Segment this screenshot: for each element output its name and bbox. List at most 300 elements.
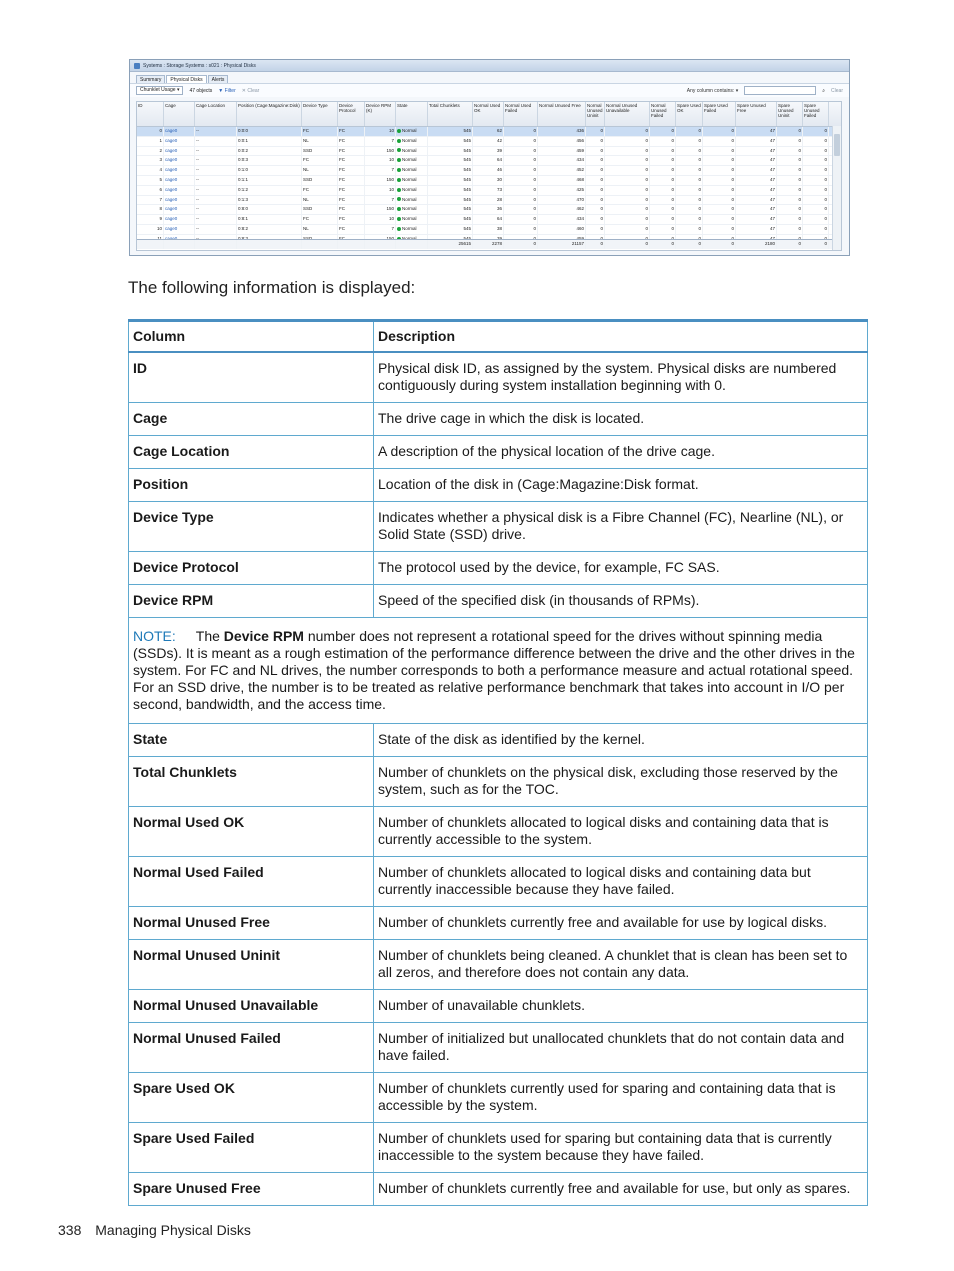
column-name: Normal Used OK [129, 807, 374, 857]
status-ok-icon [397, 158, 401, 162]
grid-cell: 0 [504, 176, 538, 185]
grid-cell: NL [302, 196, 338, 205]
grid-cell: 545 [428, 156, 473, 165]
grid-row[interactable] [137, 147, 841, 157]
column-description: Number of chunklets on the physical disk, excluding those reserved by the system, such as for the TOC. [374, 757, 868, 807]
grid-cell: 47 [736, 225, 777, 234]
grid-cell: 28 [473, 196, 504, 205]
grid-column-header[interactable]: Device Type [302, 102, 338, 126]
column-description-table [128, 319, 868, 1206]
grid-row[interactable] [137, 215, 841, 225]
grid-cell: 0:8:1 [237, 215, 302, 224]
grid-cell: 47 [736, 127, 777, 136]
grid-cell [396, 156, 428, 165]
grid-cell: 434 [538, 156, 586, 165]
grid-cell: 64 [473, 156, 504, 165]
column-description: Number of chunklets currently free and available for use, but only as spares. [374, 1173, 868, 1206]
any-column-label: Any column contains: ▾ [686, 87, 739, 94]
grid-cell: 0 [676, 225, 703, 234]
grid-cell [396, 225, 428, 234]
grid-column-header[interactable]: Spare Unused Uninit [777, 102, 803, 126]
grid-cell: 0:1:3 [237, 196, 302, 205]
grid-cell: 0 [504, 225, 538, 234]
grid-cell: 38 [473, 225, 504, 234]
grid-cell: -- [195, 166, 237, 175]
grid-cell: 47 [736, 196, 777, 205]
grid-cell: 0 [676, 205, 703, 214]
grid-cell: 0 [586, 147, 605, 156]
grid-cell: 0 [803, 137, 829, 146]
note-text-post: number does not represent a rotational speed for the drives without spinning media (SSDs). It is meant as a rough estimation of the performance difference between the drive and the other drives in the system. For FC and NL drives, the number corresponds to both a performance measure and actual rotational speed. For an SSD drive, the number is to be treated as relative performance benchmark that takes into account in I/O per second, bandwidth, and the access time. [133, 628, 855, 712]
grid-cell[interactable]: cage0 [164, 137, 195, 146]
grid-cell: 0 [586, 156, 605, 165]
column-description: Number of chunklets currently free and available for use by logical disks. [374, 907, 868, 940]
grid-cell: 9 [137, 215, 164, 224]
grid-total-cell: 2278 [473, 240, 504, 249]
grid-cell: 0 [586, 137, 605, 146]
grid-cell: NL [302, 137, 338, 146]
grid-cell: 0 [586, 215, 605, 224]
grid-column-header[interactable]: Spare Used OK [676, 102, 703, 126]
column-description: Number of initialized but unallocated chunklets that do not contain data and have failed. [374, 1023, 868, 1073]
grid-total-cell [338, 240, 365, 249]
state-text: Normal [402, 206, 417, 212]
grid-cell: 0:0:3 [237, 156, 302, 165]
table-row [129, 724, 868, 757]
grid-cell: 0 [803, 127, 829, 136]
grid-cell: 0 [703, 166, 736, 175]
column-name: Total Chunklets [129, 757, 374, 807]
tab-physical-disks[interactable]: Physical Disks [166, 75, 206, 83]
state-text: Normal [402, 137, 417, 143]
table-row [129, 857, 868, 907]
grid-cell: 0 [605, 137, 650, 146]
table-row [129, 403, 868, 436]
grid-column-header[interactable]: Device RPM (K) [365, 102, 396, 126]
grid-cell: -- [195, 225, 237, 234]
state-text: Normal [402, 225, 417, 231]
rows-before-note [129, 352, 868, 618]
column-description: A description of the physical location of the drive cage. [374, 436, 868, 469]
column-name: Cage [129, 403, 374, 436]
physical-disks-grid [136, 101, 842, 251]
grid-cell: FC [302, 186, 338, 195]
grid-cell: 0:0:1 [237, 137, 302, 146]
grid-cell: 0 [803, 215, 829, 224]
column-name: ID [129, 352, 374, 403]
grid-cell[interactable]: cage0 [164, 127, 195, 136]
grid-cell: 10 [365, 186, 396, 195]
grid-row[interactable] [137, 156, 841, 166]
column-name: Device Protocol [129, 552, 374, 585]
column-name: Normal Used Failed [129, 857, 374, 907]
state-text: Normal [402, 216, 417, 222]
state-text: Normal [402, 157, 417, 163]
grid-cell: SSD [302, 176, 338, 185]
grid-cell: FC [338, 166, 365, 175]
grid-total-cell: 0 [777, 240, 803, 249]
grid-cell: 0 [650, 127, 676, 136]
column-name: Device Type [129, 502, 374, 552]
grid-cell: 0 [504, 137, 538, 146]
grid-cell: 0:1:0 [237, 166, 302, 175]
grid-cell[interactable]: cage0 [164, 215, 195, 224]
table-row [129, 436, 868, 469]
grid-cell: FC [302, 215, 338, 224]
column-description: Number of unavailable chunklets. [374, 990, 868, 1023]
grid-cell: SSD [302, 147, 338, 156]
grid-cell: 0:8:0 [237, 205, 302, 214]
column-description: Physical disk ID, as assigned by the system. Physical disks are numbered contiguously during system installation beginning with 0. [374, 352, 868, 403]
grid-cell: NL [302, 166, 338, 175]
grid-cell: 460 [538, 225, 586, 234]
grid-cell: 0 [586, 225, 605, 234]
grid-cell: 0 [650, 156, 676, 165]
window-titlebar [130, 60, 849, 72]
grid-cell: 470 [538, 196, 586, 205]
grid-cell: 0 [703, 196, 736, 205]
grid-cell: 545 [428, 196, 473, 205]
grid-cell: FC [338, 205, 365, 214]
state-text: Normal [402, 186, 417, 192]
grid-cell [396, 215, 428, 224]
grid-cell: 0 [703, 176, 736, 185]
grid-cell: 0 [777, 137, 803, 146]
state-text: Normal [402, 196, 417, 202]
search-clear-button[interactable]: Clear [831, 87, 843, 94]
grid-row[interactable] [137, 186, 841, 196]
grid-cell: 0 [676, 166, 703, 175]
grid-cell: 73 [473, 186, 504, 195]
grid-row[interactable] [137, 205, 841, 215]
grid-cell: -- [195, 205, 237, 214]
grid-cell: 452 [538, 166, 586, 175]
grid-column-header[interactable]: Spare Unused Failed [803, 102, 829, 126]
grid-cell: 0 [650, 196, 676, 205]
grid-column-header[interactable]: Total Chunklets [428, 102, 473, 126]
table-row [129, 1023, 868, 1073]
grid-cell: 42 [473, 137, 504, 146]
note-label: NOTE: [133, 628, 176, 644]
grid-cell: 0 [650, 186, 676, 195]
status-ok-icon [397, 178, 401, 182]
state-text: Normal [402, 147, 417, 153]
grid-cell: FC [338, 137, 365, 146]
grid-column-header[interactable]: Normal Unused Failed [650, 102, 676, 126]
column-description: Location of the disk in (Cage:Magazine:Disk format. [374, 469, 868, 502]
grid-cell: 3 [137, 156, 164, 165]
grid-cell: 545 [428, 205, 473, 214]
grid-cell: FC [338, 147, 365, 156]
table-row [129, 585, 868, 618]
grid-cell: 47 [736, 147, 777, 156]
grid-cell: 0 [777, 196, 803, 205]
grid-cell[interactable]: cage0 [164, 196, 195, 205]
grid-row[interactable] [137, 137, 841, 147]
grid-header [137, 102, 841, 127]
status-ok-icon [397, 129, 401, 133]
grid-cell: 62 [473, 127, 504, 136]
column-description: State of the disk as identified by the kernel. [374, 724, 868, 757]
column-name: Normal Unused Failed [129, 1023, 374, 1073]
grid-cell: 10 [365, 156, 396, 165]
grid-cell: SSD [302, 205, 338, 214]
grid-cell: 545 [428, 166, 473, 175]
table-row [129, 1173, 868, 1206]
grid-cell: 5 [137, 176, 164, 185]
grid-cell: FC [338, 225, 365, 234]
grid-cell: 0 [586, 196, 605, 205]
grid-cell: 0 [650, 205, 676, 214]
table-row [129, 552, 868, 585]
grid-cell: 545 [428, 176, 473, 185]
grid-cell: 0 [504, 205, 538, 214]
grid-cell: 0 [650, 166, 676, 175]
grid-cell [396, 186, 428, 195]
grid-cell: FC [338, 176, 365, 185]
grid-cell: 47 [736, 186, 777, 195]
grid-cell: 0 [676, 137, 703, 146]
grid-cell: 47 [736, 176, 777, 185]
grid-column-header[interactable]: ID [137, 102, 164, 126]
grid-cell: 0 [504, 186, 538, 195]
grid-cell: 7 [365, 137, 396, 146]
filter-button[interactable]: ▼ Filter [218, 87, 236, 94]
scroll-thumb[interactable] [834, 134, 840, 156]
grid-column-header[interactable]: Normal Unused Uninit [586, 102, 605, 126]
grid-cell: 0 [703, 205, 736, 214]
grid-cell: 150 [365, 205, 396, 214]
grid-cell: 0 [777, 205, 803, 214]
table-row [129, 907, 868, 940]
column-description: Indicates whether a physical disk is a Fibre Channel (FC), Nearline (NL), or Solid State (SSD) drive. [374, 502, 868, 552]
tab-alerts[interactable]: Alerts [208, 75, 229, 83]
grid-cell: 7 [365, 166, 396, 175]
grid-cell: 0 [650, 225, 676, 234]
grid-row[interactable] [137, 127, 841, 137]
grid-cell: -- [195, 196, 237, 205]
grid-cell: 0 [605, 166, 650, 175]
grid-cell[interactable]: cage0 [164, 166, 195, 175]
grid-column-header[interactable]: Normal Used OK [473, 102, 504, 126]
column-search-input[interactable] [744, 86, 816, 95]
grid-cell: 0 [676, 176, 703, 185]
table-row [129, 1073, 868, 1123]
grid-cell[interactable]: cage0 [164, 225, 195, 234]
grid-cell: 0 [803, 156, 829, 165]
grid-row[interactable] [137, 196, 841, 206]
grid-cell: 456 [538, 137, 586, 146]
grid-cell: 0:0:2 [237, 147, 302, 156]
status-ok-icon [397, 227, 401, 231]
grid-totals-row [137, 239, 832, 249]
grid-row[interactable] [137, 225, 841, 235]
grid-cell: 0 [586, 205, 605, 214]
note-text-pre: The [195, 628, 224, 644]
grid-cell: 2 [137, 147, 164, 156]
grid-cell: 0 [504, 147, 538, 156]
grid-cell: 0 [605, 127, 650, 136]
view-select[interactable]: Chunklet Usage ▾ [136, 86, 183, 95]
grid-cell: 0 [777, 147, 803, 156]
status-ok-icon [397, 168, 401, 172]
rows-after-note [129, 724, 868, 1206]
grid-cell: 8 [137, 205, 164, 214]
grid-cell: NL [302, 225, 338, 234]
grid-cell[interactable]: cage0 [164, 147, 195, 156]
physical-disks-screenshot [129, 59, 850, 256]
column-description: The protocol used by the device, for example, FC SAS. [374, 552, 868, 585]
grid-cell: -- [195, 156, 237, 165]
grid-cell[interactable]: cage0 [164, 205, 195, 214]
grid-column-header[interactable]: Cage Location [195, 102, 237, 126]
grid-cell: 0 [586, 186, 605, 195]
grid-cell: 462 [538, 205, 586, 214]
grid-cell[interactable]: cage0 [164, 156, 195, 165]
grid-cell: 47 [736, 137, 777, 146]
column-description: Number of chunklets currently used for sparing and containing data that is accessible by the system. [374, 1073, 868, 1123]
grid-cell: FC [338, 196, 365, 205]
grid-cell: 545 [428, 127, 473, 136]
grid-total-cell [137, 240, 164, 249]
grid-cell[interactable]: cage0 [164, 176, 195, 185]
grid-column-header[interactable]: Normal Unused Free [538, 102, 586, 126]
grid-cell: 0 [803, 196, 829, 205]
grid-column-header[interactable]: Cage [164, 102, 195, 126]
table-row [129, 469, 868, 502]
grid-total-cell [365, 240, 396, 249]
grid-cell: 0 [777, 215, 803, 224]
grid-cell: 0 [777, 127, 803, 136]
page-footer [58, 1222, 251, 1238]
grid-cell: 47 [736, 156, 777, 165]
grid-cell: 0 [137, 127, 164, 136]
tab-bar [130, 72, 849, 83]
grid-cell: 0:8:2 [237, 225, 302, 234]
column-description: The drive cage in which the disk is located. [374, 403, 868, 436]
grid-cell: 0 [504, 156, 538, 165]
grid-cell: 545 [428, 186, 473, 195]
table-row [129, 757, 868, 807]
grid-cell: 46 [473, 166, 504, 175]
grid-cell: 30 [473, 176, 504, 185]
tab-summary[interactable]: Summary [136, 75, 165, 83]
grid-cell: 0 [586, 176, 605, 185]
grid-cell: 0 [650, 176, 676, 185]
grid-cell: 0 [676, 196, 703, 205]
binoculars-icon[interactable]: ⌕ [822, 87, 826, 94]
column-description: Number of chunklets allocated to logical disks and containing data that is currently accessible to the system. [374, 807, 868, 857]
note-text-bold: Device RPM [223, 628, 304, 644]
column-description: Speed of the specified disk (in thousands of RPMs). [374, 585, 868, 618]
grid-column-header[interactable]: Spare Used Failed [703, 102, 736, 126]
grid-column-header[interactable]: State [396, 102, 428, 126]
grid-cell: 0 [650, 147, 676, 156]
grid-row[interactable] [137, 176, 841, 186]
grid-cell: 0 [504, 166, 538, 175]
grid-cell: 0 [605, 176, 650, 185]
column-name: Normal Unused Free [129, 907, 374, 940]
column-description: Number of chunklets used for sparing but containing data that is currently inaccessible to the system because they have failed. [374, 1123, 868, 1173]
grid-column-header[interactable]: Position (Cage:Magazine:Disk) [237, 102, 302, 126]
column-description: Number of chunklets being cleaned. A chunklet that is clean has been set to all zeros, and therefore does not contain any data. [374, 940, 868, 990]
grid-cell: 7 [365, 196, 396, 205]
grid-cell: 545 [428, 137, 473, 146]
column-name: Device RPM [129, 585, 374, 618]
grid-total-cell: 0 [803, 240, 829, 249]
status-ok-icon [397, 188, 401, 192]
grid-cell: 0 [605, 147, 650, 156]
column-name: Cage Location [129, 436, 374, 469]
grid-cell: 4 [137, 166, 164, 175]
grid-cell: 434 [538, 215, 586, 224]
grid-cell: 1 [137, 137, 164, 146]
grid-cell: 468 [538, 176, 586, 185]
grid-column-header[interactable]: Normal Used Failed [504, 102, 538, 126]
grid-cell [396, 137, 428, 146]
grid-cell: 0 [703, 156, 736, 165]
grid-cell[interactable]: cage0 [164, 186, 195, 195]
grid-cell: 7 [365, 225, 396, 234]
column-description: Number of chunklets allocated to logical disks and containing data but currently inaccessible because they have failed. [374, 857, 868, 907]
grid-cell: 425 [538, 186, 586, 195]
grid-row[interactable] [137, 166, 841, 176]
grid-toolbar [130, 83, 849, 97]
column-name: Position [129, 469, 374, 502]
grid-cell: 64 [473, 215, 504, 224]
grid-cell: 150 [365, 147, 396, 156]
grid-cell [396, 205, 428, 214]
grid-cell [396, 166, 428, 175]
grid-cell: 0 [777, 225, 803, 234]
grid-scrollbar[interactable] [832, 126, 841, 250]
state-text: Normal [402, 176, 417, 182]
state-text: Normal [402, 128, 417, 133]
grid-cell: 0 [803, 186, 829, 195]
column-name: State [129, 724, 374, 757]
grid-cell: 0 [605, 205, 650, 214]
grid-cell: 0 [676, 215, 703, 224]
grid-cell: 0 [777, 156, 803, 165]
grid-cell: FC [338, 127, 365, 136]
grid-cell: 0:1:1 [237, 176, 302, 185]
grid-cell: 0 [803, 147, 829, 156]
grid-cell: 0 [803, 225, 829, 234]
intro-text: The following information is displayed: [128, 278, 416, 297]
grid-total-cell [302, 240, 338, 249]
grid-cell: -- [195, 215, 237, 224]
column-name: Normal Unused Unavailable [129, 990, 374, 1023]
grid-cell: 0 [504, 215, 538, 224]
header-column: Column [129, 321, 374, 353]
grid-cell: 0 [777, 186, 803, 195]
grid-column-header[interactable]: Normal Unused Unavailable [605, 102, 650, 126]
grid-cell: 36 [473, 205, 504, 214]
grid-column-header[interactable]: Device Protocol [338, 102, 365, 126]
grid-cell: FC [302, 156, 338, 165]
grid-cell: 0 [605, 215, 650, 224]
clear-icon: ✕ [241, 87, 246, 94]
grid-cell: -- [195, 186, 237, 195]
grid-cell: 6 [137, 186, 164, 195]
grid-cell: 47 [736, 166, 777, 175]
grid-cell: FC [338, 186, 365, 195]
clear-filter-button[interactable]: ✕ Clear [241, 87, 260, 94]
grid-cell: 0 [676, 147, 703, 156]
grid-cell: 47 [736, 215, 777, 224]
grid-cell: 39 [473, 147, 504, 156]
grid-column-header[interactable]: Spare Unused Free [736, 102, 777, 126]
